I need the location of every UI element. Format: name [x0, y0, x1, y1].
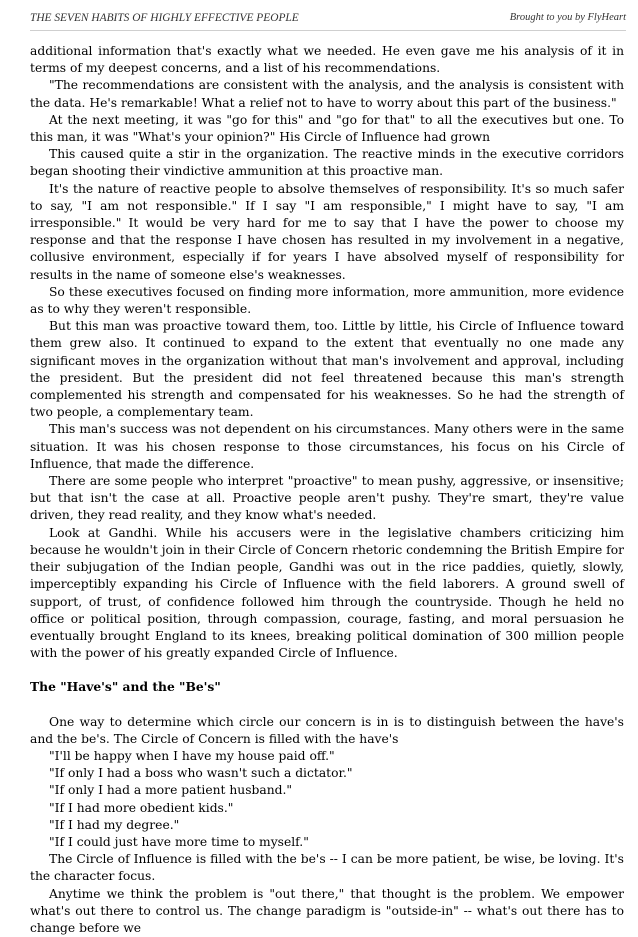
- quote-line: "If I had more obedient kids.": [49, 800, 234, 815]
- paragraph: But this man was proactive toward them, too. Little by little, his Circle of Influence toward them grew also. It continued to expand to the extent that eventually no one made any significant moves in the organization without that man's involvement and approval, including the president. But the president did not feel threatened because this man's strength complemented his strength and compensated for his weaknesses. So he had the strength of two people, a complementary team.: [30, 319, 624, 420]
- paragraph: additional information that's exactly what we needed. He even gave me his analysis of it in terms of my deepest concerns, and a list of his recommendations.: [30, 44, 624, 76]
- quote-line: "If I could just have more time to myself.": [49, 834, 309, 849]
- paragraph: Anytime we think the problem is "out there," that thought is the problem. We empower what's out there to control us. The change paradigm is "outside-in" -- what's out there has to change before we: [30, 886, 624, 935]
- paragraph: So these executives focused on finding more information, more ammunition, more evidence as to why they weren't responsible.: [30, 284, 624, 317]
- quote-line: "If only I had a more patient husband.": [49, 783, 293, 798]
- body-text: [30, 43, 624, 937]
- paragraph: This caused quite a stir in the organization. The reactive minds in the executive corridors began shooting their vindictive ammunition at this proactive man.: [30, 147, 624, 179]
- section-heading: The "Have's" and the "Be's": [30, 679, 221, 695]
- quote-line: "If I had my degree.": [49, 817, 180, 832]
- paragraph: This man's success was not dependent on his circumstances. Many others were in the same situation. It was his chosen response to those circumstances, his focus on his Circle of Influence, that made the difference.: [30, 422, 624, 471]
- paragraph: "The recommendations are consistent with the analysis, and the analysis is consistent with the data. He's remarkable! What a relief not to have to worry about this part of the business.": [30, 78, 624, 110]
- quote-line: "I'll be happy when I have my house paid off.": [49, 748, 335, 763]
- book-title: THE SEVEN HABITS OF HIGHLY EFFECTIVE PEOPLE: [30, 12, 299, 24]
- paragraph: At the next meeting, it was "go for this" and "go for that" to all the executives but one. To this man, it was "What's your opinion?" His Circle of Influence had grown: [30, 112, 624, 145]
- paragraph: Look at Gandhi. While his accusers were in the legislative chambers criticizing him because he wouldn't join in their Circle of Concern rhetoric condemning the British Empire for their subjugation of the Indian people, Gandhi was out in the rice paddies, quietly, slowly, imperceptibly expanding his Circle of Influence with the field laborers. A ground swell of support, of trust, of confidence followed him through the countryside. Though he held no office or political position, through compassion, courage, fasting, and moral persuasion he eventually brought England to its knees, breaking political domination of 300 million people with the power of his greatly expanded Circle of Influence.: [30, 525, 624, 661]
- credit-line: Brought to you by FlyHeart: [509, 12, 626, 23]
- quote-line: "If only I had a boss who wasn't such a dictator.": [49, 766, 353, 781]
- paragraph: One way to determine which circle our concern is in is to distinguish between the have's and the be's. The Circle of Concern is filled with the have's: [30, 714, 624, 746]
- paragraph: It's the nature of reactive people to absolve themselves of responsibility. It's so much safer to say, "I am not responsible." If I say "I am responsible," I might have to say, "I am irresponsible." It would be very hard for me to say that I have the power to choose my response and that the response I have chosen has resulted in my involvement in a negative, collusive environment, especially if for years I have absolved myself of responsibility for results in the name of someone else's weaknesses.: [30, 181, 624, 282]
- paragraph: The Circle of Influence is filled with the be's -- I can be more patient, be wise, be loving. It's the character focus.: [30, 852, 624, 884]
- running-header: [30, 12, 626, 31]
- paragraph: There are some people who interpret "proactive" to mean pushy, aggressive, or insensitive; but that isn't the case at all. Proactive people aren't pushy. They're smart, they're value driven, they read reality, and they know what's needed.: [30, 474, 624, 523]
